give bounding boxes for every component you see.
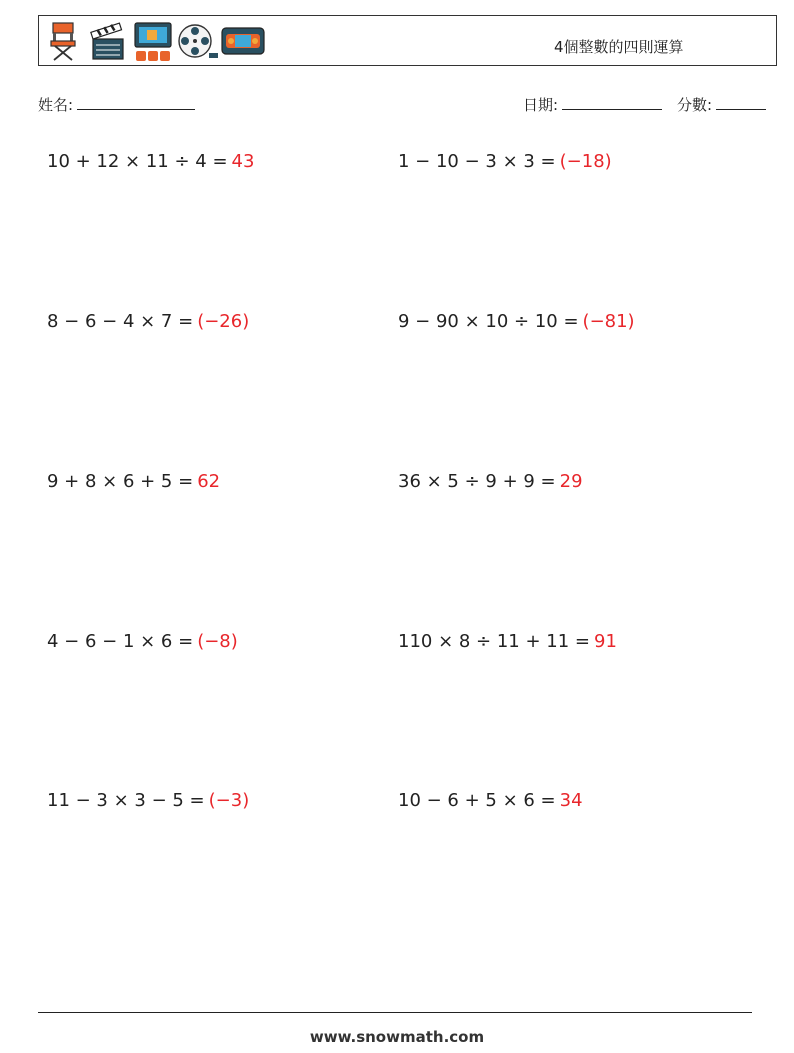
problem-expression: 10 − 6 + 5 × 6 = bbox=[398, 790, 556, 811]
problem-4 bbox=[398, 311, 635, 332]
name-label: 姓名: bbox=[38, 96, 74, 114]
name-field bbox=[38, 94, 195, 115]
problem-expression: 9 + 8 × 6 + 5 = bbox=[47, 471, 194, 492]
problem-expression: 36 × 5 ÷ 9 + 9 = bbox=[398, 471, 556, 492]
problem-answer: (−81) bbox=[582, 311, 635, 332]
clapperboard-icon bbox=[90, 21, 126, 61]
problem-expression: 110 × 8 ÷ 11 + 11 = bbox=[398, 631, 590, 652]
problem-expression: 4 − 6 − 1 × 6 = bbox=[47, 631, 194, 652]
problem-answer: 34 bbox=[559, 790, 583, 811]
problem-answer: (−8) bbox=[197, 631, 238, 652]
problem-expression: 10 + 12 × 11 ÷ 4 = bbox=[47, 151, 228, 172]
footer-site-link[interactable]: www.snowmath.com bbox=[309, 1028, 485, 1046]
cinema-screen-icon bbox=[133, 21, 173, 63]
problem-7 bbox=[47, 631, 238, 652]
problem-10 bbox=[398, 790, 583, 811]
date-field bbox=[523, 94, 662, 115]
problem-8 bbox=[398, 631, 617, 652]
problem-expression: 8 − 6 − 4 × 7 = bbox=[47, 311, 194, 332]
problem-3 bbox=[47, 311, 249, 332]
worksheet-header bbox=[38, 15, 777, 66]
problem-1 bbox=[47, 151, 254, 172]
problem-answer: (−18) bbox=[559, 151, 612, 172]
score-input-line[interactable] bbox=[716, 95, 766, 110]
film-reel-icon bbox=[177, 21, 219, 61]
date-label: 日期: bbox=[523, 96, 559, 114]
problem-9 bbox=[47, 790, 249, 811]
problem-answer: 29 bbox=[559, 471, 583, 492]
problem-5 bbox=[47, 471, 220, 492]
problem-answer: 62 bbox=[197, 471, 221, 492]
score-field bbox=[677, 94, 766, 115]
date-input-line[interactable] bbox=[562, 95, 662, 110]
problem-6 bbox=[398, 471, 583, 492]
problem-expression: 1 − 10 − 3 × 3 = bbox=[398, 151, 556, 172]
problem-answer: 43 bbox=[231, 151, 255, 172]
problem-2 bbox=[398, 151, 612, 172]
worksheet-title: 4個整數的四則運算 bbox=[554, 38, 684, 56]
footer-divider bbox=[38, 1012, 752, 1013]
problem-answer: (−3) bbox=[208, 790, 250, 811]
videotape-icon bbox=[221, 26, 265, 56]
problem-answer: 91 bbox=[594, 631, 617, 652]
problem-answer: (−26) bbox=[197, 311, 250, 332]
problem-expression: 11 − 3 × 3 − 5 = bbox=[47, 790, 205, 811]
name-input-line[interactable] bbox=[77, 95, 195, 110]
director-chair-icon bbox=[47, 21, 79, 61]
problem-expression: 9 − 90 × 10 ÷ 10 = bbox=[398, 311, 579, 332]
score-label: 分數: bbox=[677, 96, 713, 114]
